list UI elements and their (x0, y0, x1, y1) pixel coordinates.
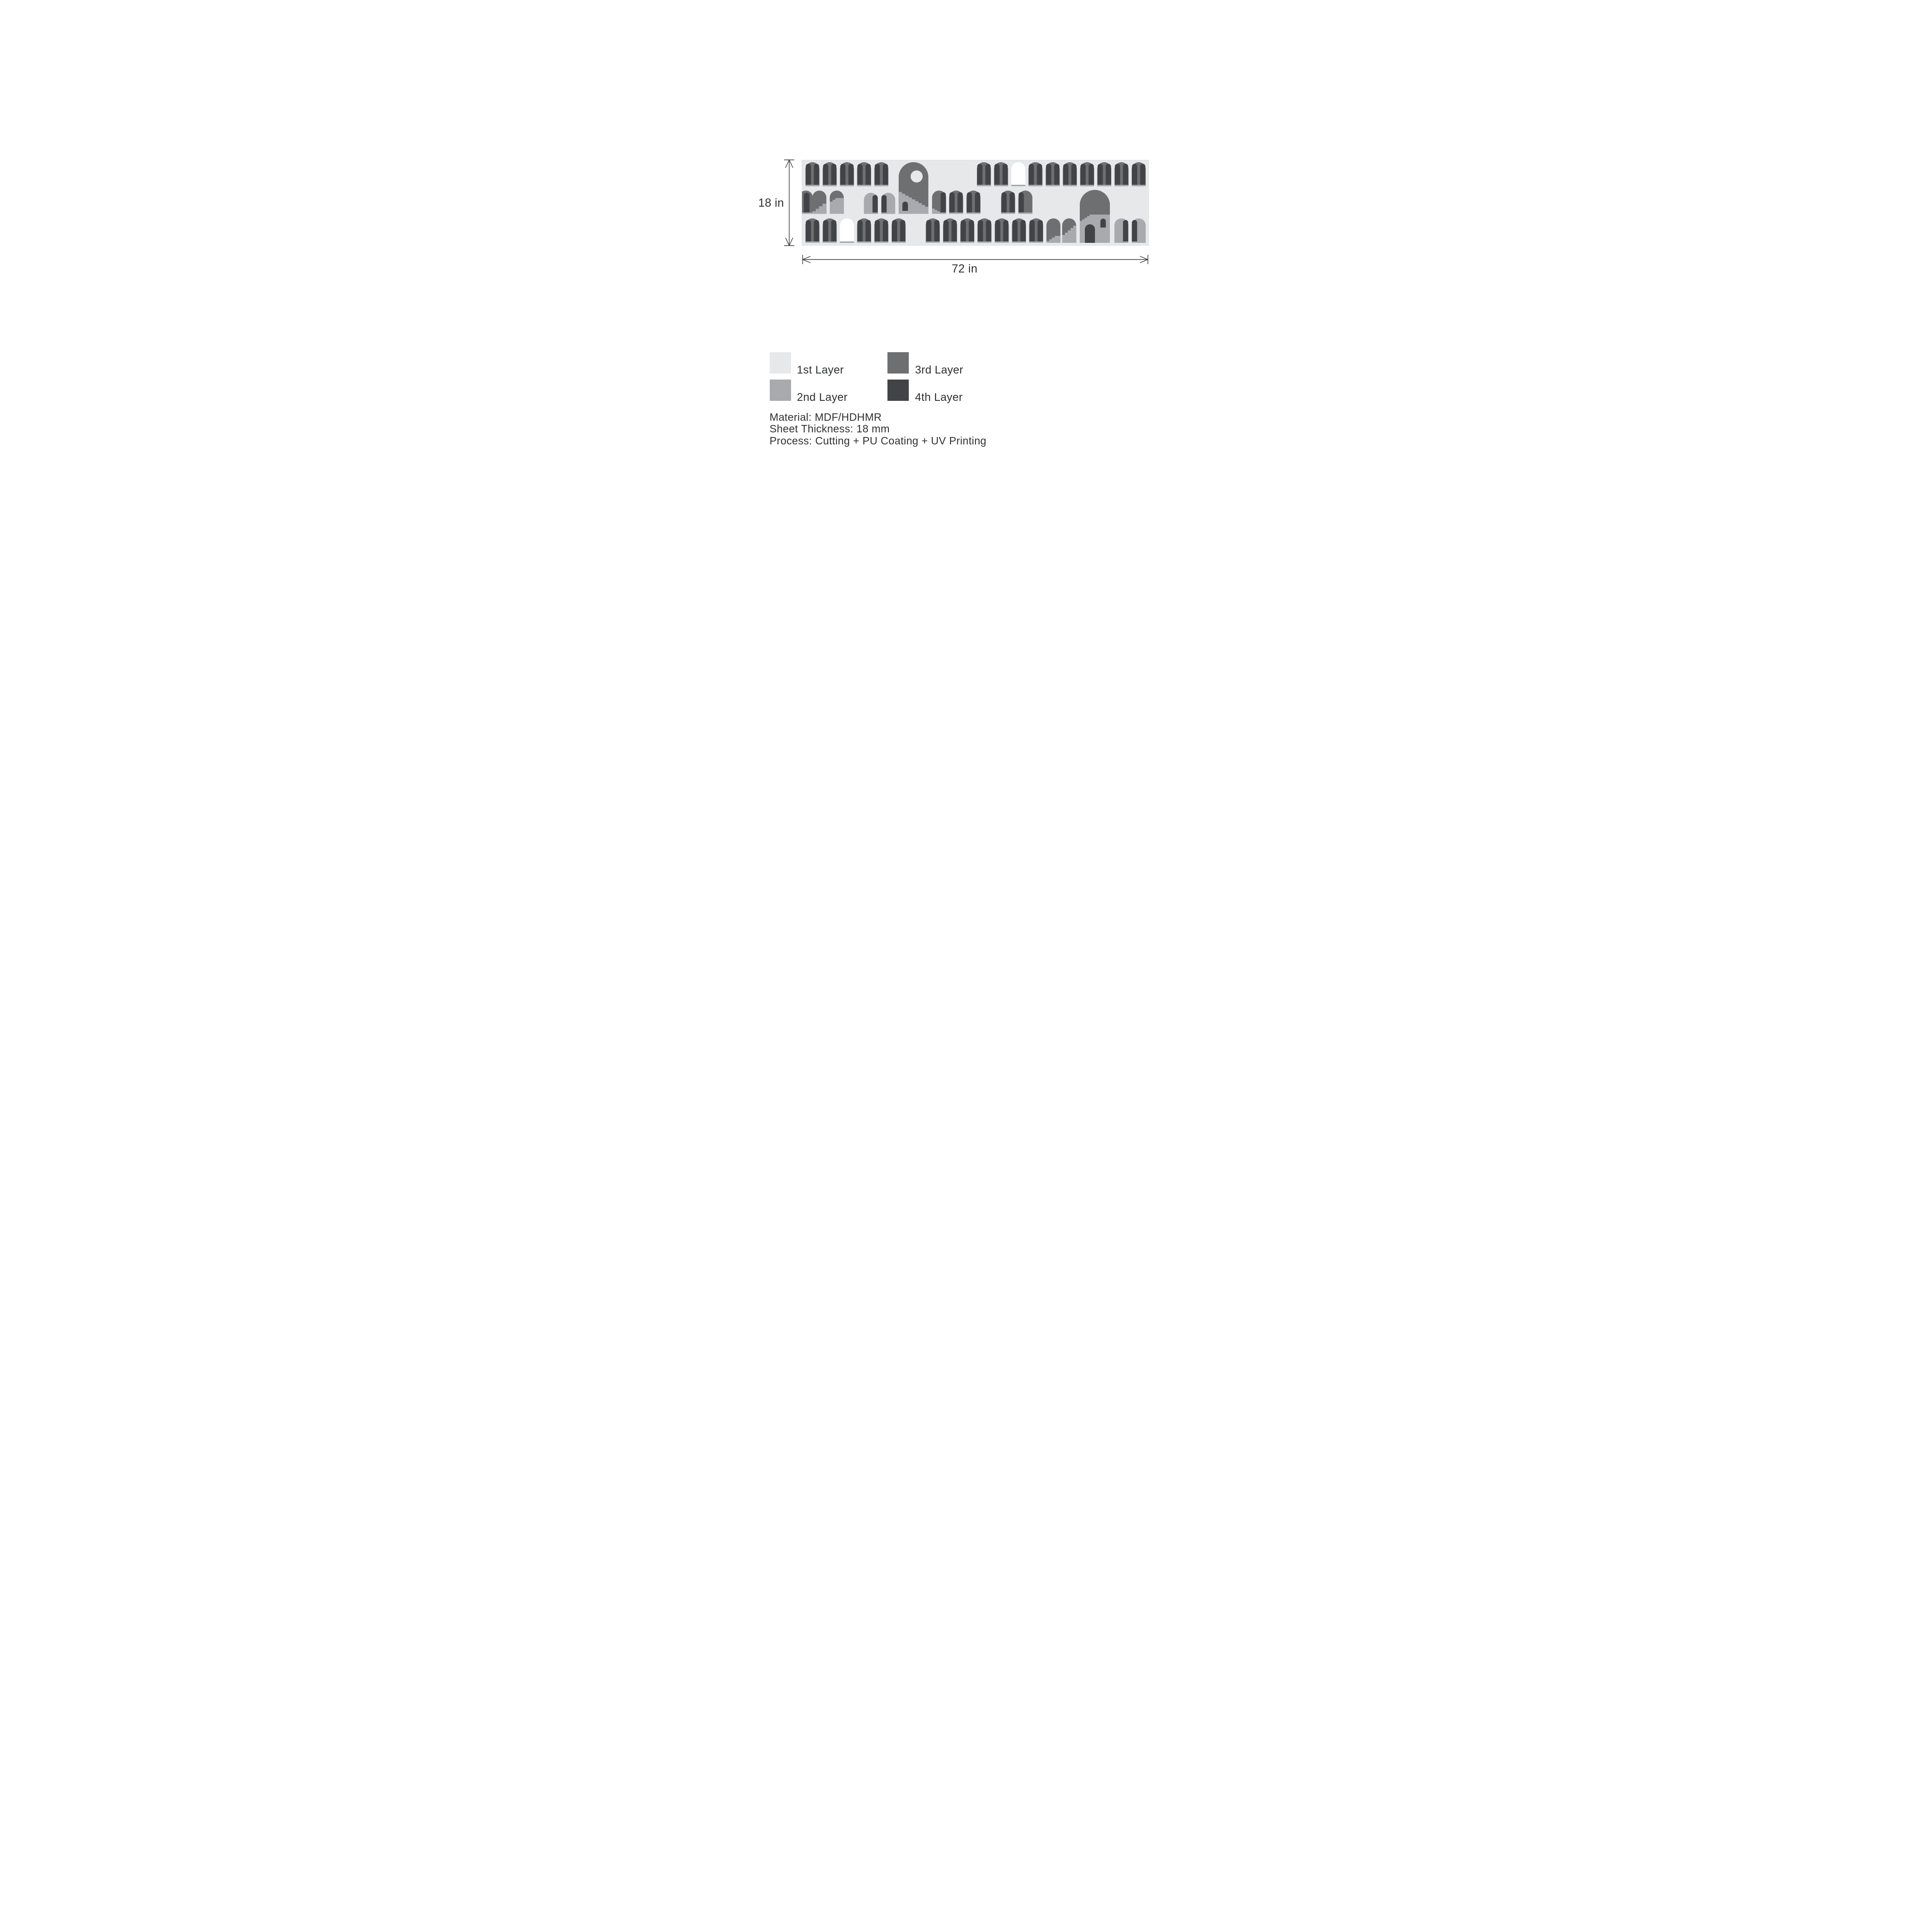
spec-sheet (725, 0, 1208, 483)
wall-panel-artwork (802, 160, 1149, 246)
legend-label-layer3: 3rd Layer (915, 364, 963, 376)
legend-label-layer1: 1st Layer (797, 364, 844, 376)
spec-notes (770, 412, 987, 447)
legend-swatch-layer4 (887, 380, 909, 401)
spec-process: Process: Cutting + PU Coating + UV Printing (769, 434, 987, 447)
legend-swatch-layer2 (770, 380, 791, 401)
legend-swatch-layer3 (887, 352, 909, 374)
legend-label-layer4: 4th Layer (915, 391, 963, 404)
legend-label-layer2: 2nd Layer (797, 391, 848, 404)
panel-drawing (802, 160, 1149, 246)
spec-material: Material: MDF/HDHMR (769, 411, 882, 423)
width-dimension-label: 72 in (951, 262, 978, 275)
height-dimension-label: 18 in (758, 196, 784, 209)
spec-thickness: Sheet Thickness: 18 mm (769, 423, 890, 435)
legend-swatch-layer1 (770, 352, 791, 374)
